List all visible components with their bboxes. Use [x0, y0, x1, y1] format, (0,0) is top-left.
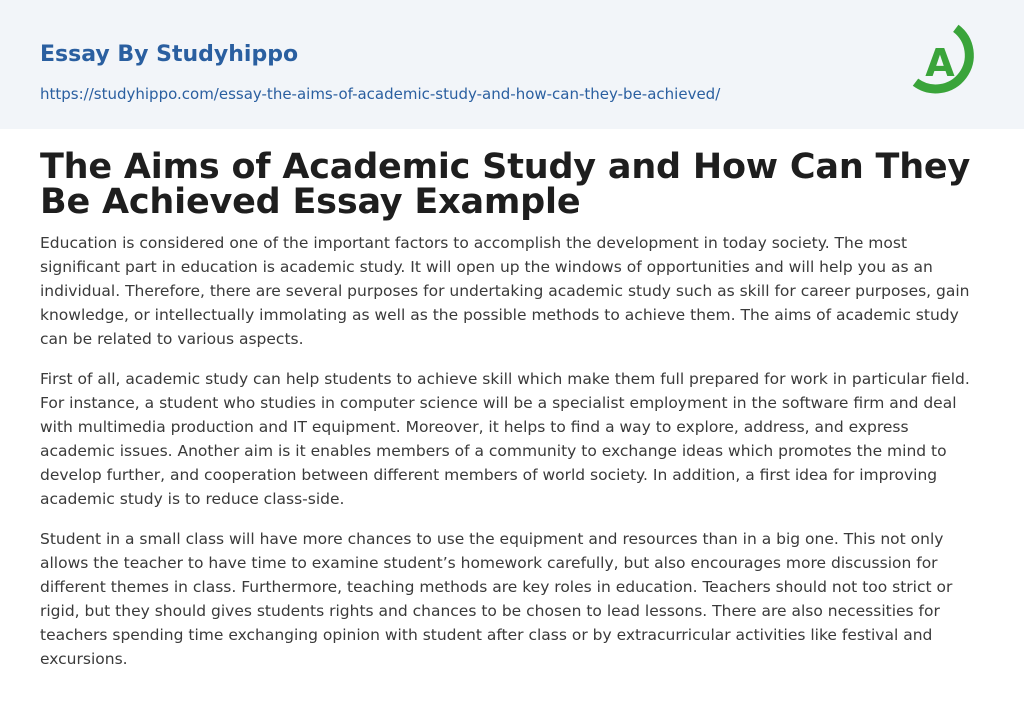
site-name[interactable]: Essay By Studyhippo [40, 42, 299, 67]
article-body [40, 147, 984, 687]
article-paragraph-3: Student in a small class will have more chances to use the equipment and resources than in a big one. This not only allows the teacher to have time to examine student’s homework carefully, but also encourages more discussion for different themes in class. Furthermore, teaching methods are key roles in education. Teachers should not too strict or rigid, but they should gives students rights and chances to be chosen to lead lessons. There are also necessities for teachers spending time exchanging opinion with student after class or by extracurricular activities like festival and excursions. [40, 530, 953, 668]
logo-letter: A [925, 41, 955, 85]
studyhippo-logo-icon[interactable] [911, 19, 987, 105]
source-url-link[interactable]: https://studyhippo.com/essay-the-aims-of-academic-study-and-how-can-they-be-achieved/ [40, 85, 721, 103]
article-paragraph-1: Education is considered one of the important factors to accomplish the development in today society. The most significant part in education is academic study. It will open up the windows of opportunities and will help you as an individual. Therefore, there are several purposes for undertaking academic study such as skill for career purposes, gain knowledge, or intellectually immolating as well as the possible methods to achieve them. The aims of academic study can be related to various aspects. [40, 234, 970, 348]
article-title: The Aims of Academic Study and How Can They Be Achieved Essay Example [40, 147, 971, 222]
page-header [0, 0, 1024, 129]
article-paragraph-2: First of all, academic study can help students to achieve skill which make them full prepared for work in particular field. For instance, a student who studies in computer science will be a specialist employment in the software firm and deal with multimedia production and IT equipment. Moreover, it helps to find a way to explore, address, and express academic issues. Another aim is it enables members of a community to exchange ideas which promotes the mind to develop further, and cooperation between different members of world society. In addition, a first idea for improving academic study is to reduce class-side. [40, 370, 970, 508]
